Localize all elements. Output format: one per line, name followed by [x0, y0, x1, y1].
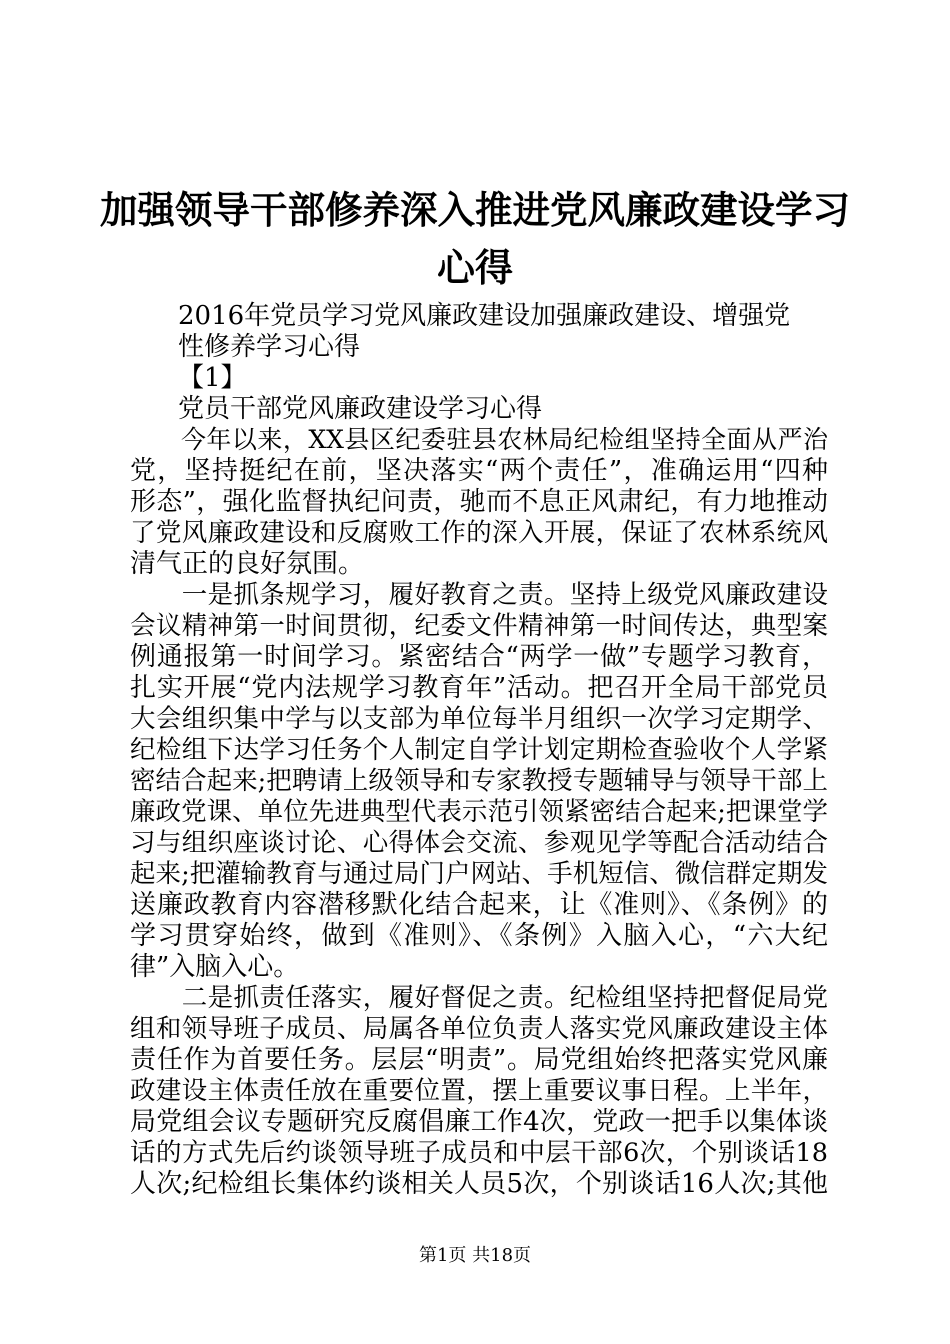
paragraph-2-line: 例通报第一时间学习。紧密结合“两学一做”专题学习教育，	[130, 642, 828, 672]
paragraph-1-line: 了党风廉政建设和反腐败工作的深入开展，保证了农林系统风	[130, 518, 828, 548]
paragraph-3-line: 局党组会议专题研究反腐倡廉工作4次，党政一把手以集体谈	[130, 1107, 828, 1137]
paragraph-2-line: 密结合起来;把聘请上级领导和专家教授专题辅导与领导干部上	[130, 766, 828, 796]
paragraph-2-line: 律”入脑入心。	[130, 952, 300, 982]
paragraph-2-line: 纪检组下达学习任务个人制定自学计划定期检查验收个人学紧	[130, 735, 828, 765]
paragraph-1-line: 党，坚持挺纪在前，坚决落实“两个责任”，准确运用“四种	[130, 456, 828, 486]
subtitle-line-2: 性修养学习心得	[178, 332, 361, 362]
section-marker: 【1】	[178, 363, 247, 393]
paragraph-2-line: 送廉政教育内容潜移默化结合起来，让《准则》、《条例》的	[130, 890, 828, 920]
paragraph-3-line: 话的方式先后约谈领导班子成员和中层干部6次，个别谈话18	[130, 1138, 828, 1168]
section-heading: 党员干部党风廉政建设学习心得	[178, 394, 543, 424]
paragraph-3-line: 二是抓责任落实，履好督促之责。纪检组坚持把督促局党	[130, 983, 828, 1013]
paragraph-1-line: 清气正的良好氛围。	[130, 549, 365, 579]
paragraph-2-line: 廉政党课、单位先进典型代表示范引领紧密结合起来;把课堂学	[130, 797, 828, 827]
document-title-line-1: 加强领导干部修养深入推进党风廉政建设学习	[100, 188, 850, 232]
subtitle-line-1: 2016年党员学习党风廉政建设加强廉政建设、增强党	[178, 301, 791, 331]
paragraph-2-line: 扎实开展“党内法规学习教育年”活动。把召开全局干部党员	[130, 673, 828, 703]
paragraph-1-line: 形态”，强化监督执纪问责，驰而不息正风肃纪，有力地推动	[130, 487, 828, 517]
paragraph-2-line: 习与组织座谈讨论、心得体会交流、参观见学等配合活动结合	[130, 828, 828, 858]
paragraph-1-line: 今年以来，XX县区纪委驻县农林局纪检组坚持全面从严治	[130, 425, 828, 454]
paragraph-2-line: 会议精神第一时间贯彻，纪委文件精神第一时间传达，典型案	[130, 611, 828, 641]
paragraph-2-line: 起来;把灌输教育与通过局门户网站、手机短信、微信群定期发	[130, 859, 828, 889]
page-number-footer: 第1页 共18页	[418, 1245, 532, 1266]
paragraph-3-line: 组和领导班子成员、局属各单位负责人落实党风廉政建设主体	[130, 1014, 828, 1044]
document-title-line-2: 心得	[436, 246, 513, 290]
paragraph-2-line: 一是抓条规学习，履好教育之责。坚持上级党风廉政建设	[130, 580, 828, 610]
paragraph-2-line: 学习贯穿始终，做到《准则》、《条例》入脑入心，“六大纪	[130, 921, 828, 951]
paragraph-2-line: 大会组织集中学与以支部为单位每半月组织一次学习定期学、	[130, 704, 828, 734]
paragraph-3-line: 人次;纪检组长集体约谈相关人员5次，个别谈话16人次;其他	[130, 1169, 828, 1199]
paragraph-3-line: 责任作为首要任务。层层“明责”。局党组始终把落实党风廉	[130, 1045, 828, 1075]
paragraph-3-line: 政建设主体责任放在重要位置，摆上重要议事日程。上半年，	[130, 1076, 828, 1106]
